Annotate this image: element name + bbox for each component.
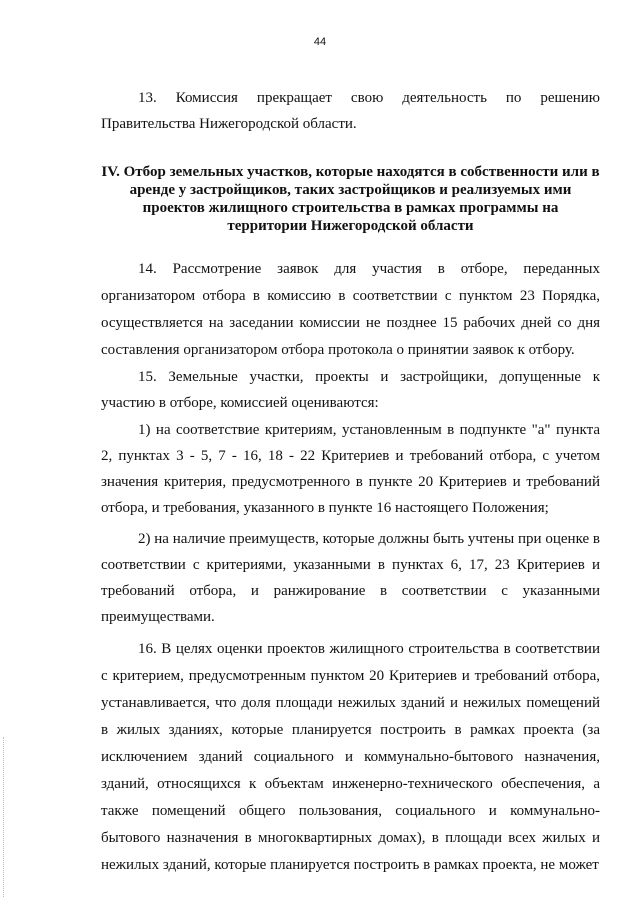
paragraph-13: 13. Комиссия прекращает свою деятельность по решению Правительства Нижегородской области. bbox=[101, 90, 600, 132]
paragraph-16: 16. В целях оценки проектов жилищного строительства в соответствии с критерием, предусмотренным пунктом 20 Критериев и требований отбора, устанавливается, что доля площади нежилых зданий и нежилых помещений в жилых зданиях, которые планируется построить в рамках проекта (за исключением зданий социального и коммунально-бытового назначения, зданий, относящихся к объектам инженерно-технического обеспечения, а также помещений общего пользования, социального и коммунально-бытового назначения в многоквартирных домах), в площади всех жилых и нежилых зданий, которые планируется построить в рамках проекта, не может bbox=[101, 641, 600, 873]
section-title: IV. Отбор земельных участков, которые находятся в собственности или в аренде у застройщиков, таких застройщиков и реализуемых ими проектов жилищного строительства в рамках программы на территории Нижегородской области bbox=[101, 164, 600, 234]
list-item-2: 2) на наличие преимуществ, которые должны быть учтены при оценке в соответствии с критериями, указанными в пунктах 6, 17, 23 Критериев и требований отбора, и ранжирование в соответствии с указанными преимуществами. bbox=[101, 531, 600, 625]
document-body bbox=[101, 85, 600, 879]
page-number: 44 bbox=[313, 36, 327, 48]
paragraph-15: 15. Земельные участки, проекты и застройщики, допущенные к участию в отборе, комиссией оцениваются: bbox=[101, 369, 600, 411]
paragraph-14: 14. Рассмотрение заявок для участия в отборе, переданных организатором отбора в комиссию в соответствии с пунктом 23 Порядка, осуществляется на заседании комиссии не позднее 15 рабочих дней со дня составления организатором отбора протокола о принятии заявок к отбору. bbox=[101, 261, 600, 358]
margin-scan-marks bbox=[3, 737, 5, 897]
list-item-1: 1) на соответствие критериям, установленным в подпункте "а" пункта 2, пунктах 3 - 5, 7 - 16, 18 - 22 Критериев и требований отбора, с учетом значения критерия, предусмотренного в пункте 20 Критериев и требований отбора, и требования, указанного в пункте 16 настоящего Положения; bbox=[101, 422, 600, 516]
